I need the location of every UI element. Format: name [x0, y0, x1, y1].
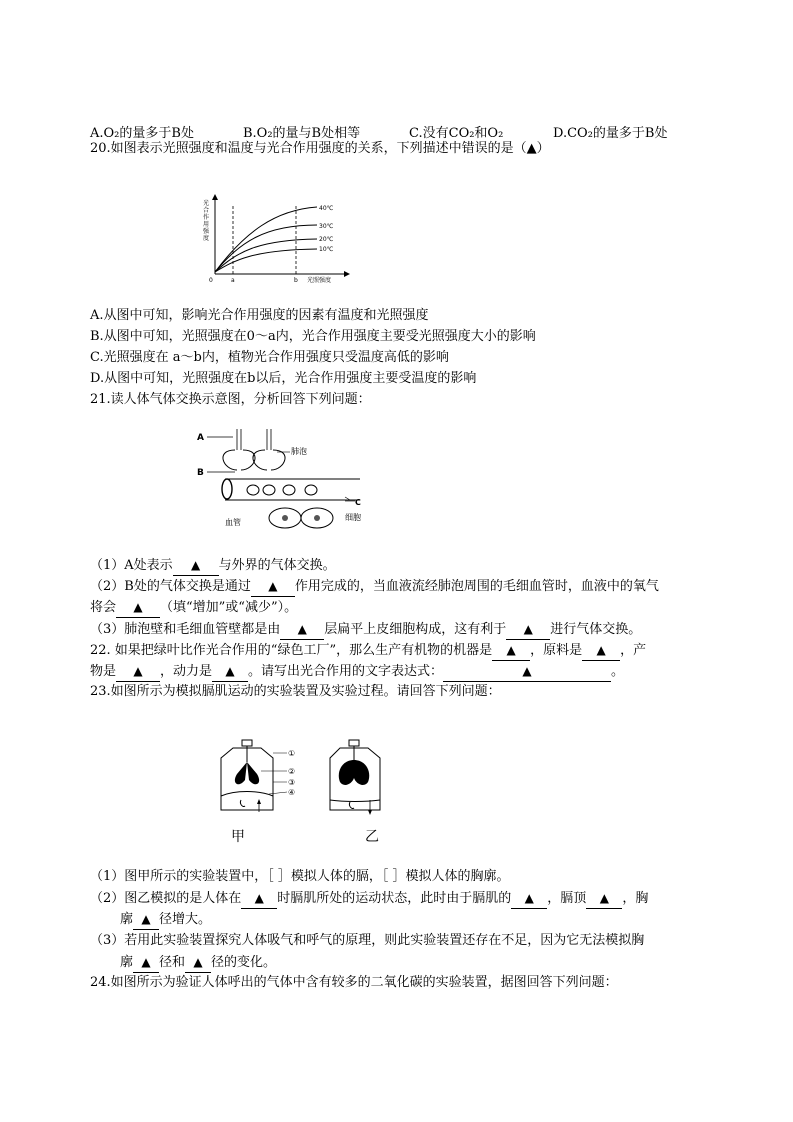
q19-option-a: A.O₂的量多于B处 — [90, 126, 194, 141]
q22-line2: 物是 ▲ ，动力是 ▲ 。请写出光合作用的文字表达式： ▲ 。 — [90, 662, 624, 682]
q20-option-d: D.从图中可知，光照强度在b以后，光合作用强度主要受温度的影响 — [90, 371, 477, 386]
q20-option-a: A.从图中可知，影响光合作用强度的因素有温度和光照强度 — [90, 308, 429, 323]
q21-label-cell: 细胞 — [345, 513, 361, 522]
q23-part3-cont: 廓 ▲ 径和 ▲ 径的变化。 — [120, 953, 276, 973]
q23-num-1: ① — [288, 749, 296, 758]
q20-option-c: C.光照强度在 a～b内，植物光合作用强度只受温度高低的影响 — [90, 350, 449, 365]
q21-part3: （3）肺泡壁和毛细血管壁都是由 ▲ 层扁平上皮细胞构成，这有利于 ▲ 进行气体交换。 — [90, 620, 641, 640]
q19-option-d: D.CO₂的量多于B处 — [553, 126, 668, 141]
q21-gas-exchange-diagram — [195, 425, 385, 530]
q21-label-vessel: 血管 — [225, 518, 241, 527]
q21-stem: 21.读人体气体交换示意图，分析回答下列问题： — [90, 392, 371, 407]
q21-label-c: C — [355, 498, 361, 507]
q21-label-alveolus: 肺泡 — [291, 447, 307, 456]
q20-option-b: B.从图中可知，光照强度在0～a内，光合作用强度主要受光照强度大小的影响 — [90, 329, 536, 344]
q23-part2-cont: 廓 ▲ 径增大。 — [120, 910, 211, 930]
q24-stem: 24.如图所示为验证人体呼出的气体中含有较多的二氧化碳的实验装置，据图回答下列问题： — [90, 975, 618, 990]
q23-diaphragm-model-yi — [328, 738, 398, 818]
q20-curve-label-40: 40℃ — [319, 205, 334, 212]
q20-curve-label-20: 20℃ — [319, 236, 334, 243]
q20-x-label: 光照强度 — [307, 277, 332, 284]
q20-tick-a: a — [231, 277, 235, 284]
q23-membrane-yi — [330, 800, 380, 802]
q23-membrane-jia — [221, 792, 273, 797]
q20-origin-label: 0 — [209, 277, 213, 284]
q20-tick-b: b — [294, 277, 298, 284]
q20-curve-label-10: 10℃ — [319, 246, 334, 253]
q20-y-label: 光合作用强度 — [203, 200, 210, 242]
q20-y-arrow — [212, 194, 218, 200]
q23-label-yi: 乙 — [365, 829, 379, 845]
q21-part2: （2）B处的气体交换是通过 ▲ 作用完成的，当血液流经肺泡周围的毛细血管时，血液中的氧气 — [90, 577, 659, 597]
q23-diaphragm-model-jia — [215, 738, 305, 818]
q23-part2: （2）图乙模拟的是人体在 ▲ 时膈肌所处的运动状态，此时由于膈肌的 ▲ ，膈顶 ▲ ，胸 — [90, 889, 648, 909]
q23-num-3: ③ — [288, 778, 296, 787]
q21-alveolus-1 — [223, 450, 255, 470]
q20-chart — [195, 192, 355, 284]
q22-line1: 22. 如果把绿叶比作光合作用的“绿色工厂”，那么生产有机物的机器是 ▲ ，原料是 ▲ ，产 — [90, 641, 646, 661]
q21-part1: （1）A处表示 ▲ 与外界的气体交换。 — [90, 556, 336, 576]
q20-curve-label-30: 30℃ — [319, 223, 334, 230]
q23-num-4: ④ — [288, 788, 296, 797]
q21-alveolus-2 — [253, 450, 285, 470]
q20-curve-30 — [215, 225, 317, 272]
q20-curve-10 — [215, 249, 317, 272]
q20-stem: 20.如图表示光照强度和温度与光合作用强度的关系，下列描述中错误的是（▲） — [90, 141, 550, 156]
q23-num-2: ② — [288, 767, 296, 776]
q21-label-a: A — [197, 433, 204, 443]
q23-part3: （3）若用此实验装置探究人体吸气和呼气的原理，则此实验装置还存在不足，因为它无法模拟胸 — [90, 933, 645, 948]
q23-part1: （1）图甲所示的实验装置中，［ ］模拟人体的膈，［ ］模拟人体的胸廓。 — [90, 869, 510, 884]
q23-stem: 23.如图所示为模拟膈肌运动的实验装置及实验过程。请回答下列问题： — [90, 684, 501, 699]
q21-part2-cont: 将会 ▲ （填“增加”或“减少”）。 — [90, 598, 297, 618]
q21-label-b: B — [197, 468, 204, 478]
q23-label-jia: 甲 — [231, 829, 245, 845]
q19-option-c: C.没有CO₂和O₂ — [409, 126, 504, 141]
q19-option-b: B.O₂的量与B处相等 — [243, 126, 361, 141]
q21-vessel-end — [222, 479, 232, 499]
q20-x-arrow — [344, 271, 350, 277]
